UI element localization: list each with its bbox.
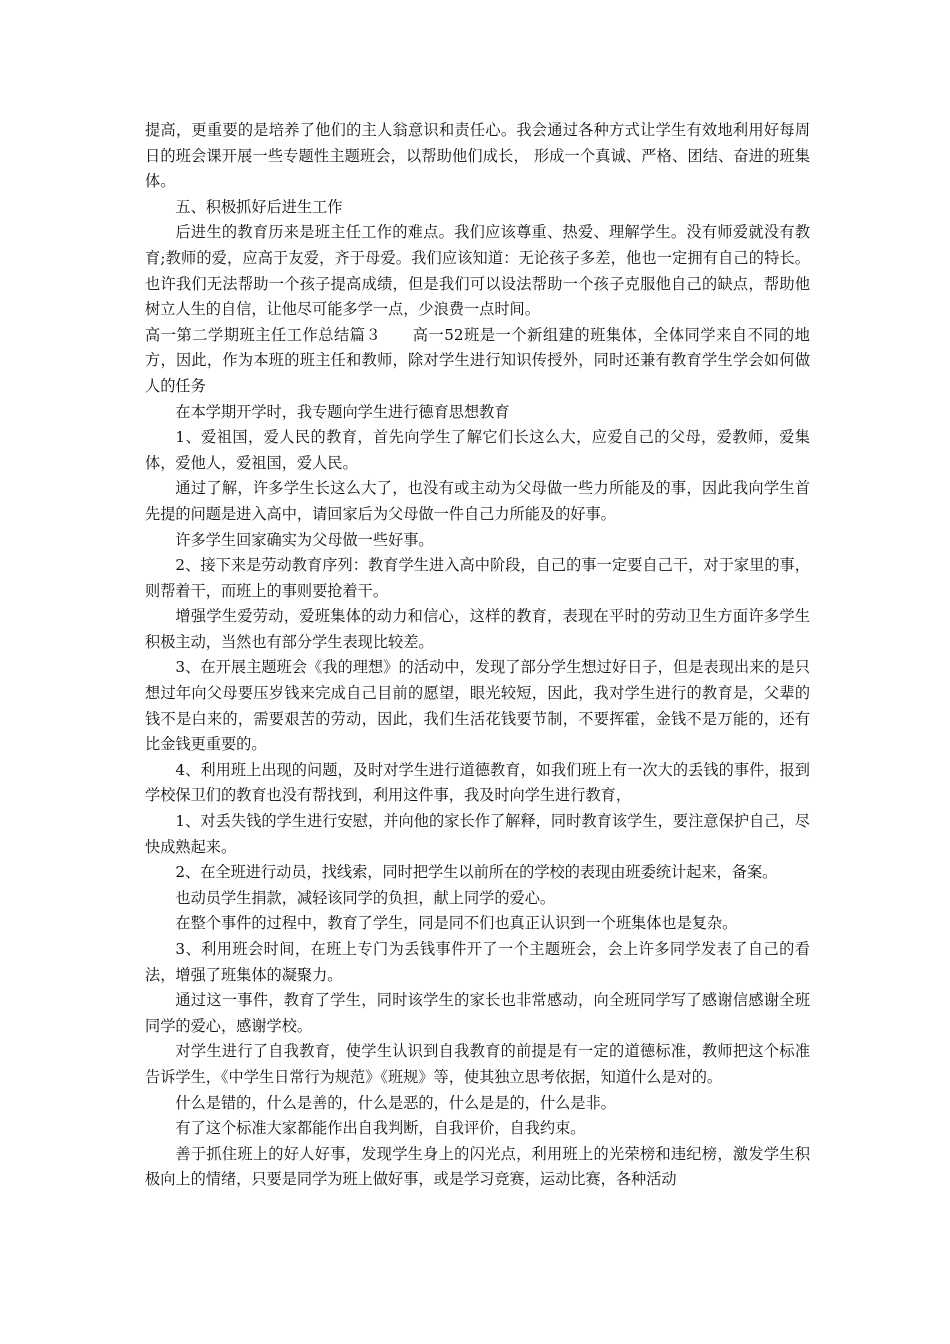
section-heading: 五、积极抓好后进生工作 [175,197,343,216]
paragraph: 2、在全班进行动员，找线索，同时把学生以前所在的学校的表现由班委统计起来，备案。 [175,863,778,882]
paragraph: 2、接下来是劳动教育序列：教育学生进入高中阶段，自己的事一定要自己干，对于家里的事，则帮着干，而班上的事则要抢着干。 [145,556,810,600]
paragraph: 3、利用班会时间，在班上专门为丢钱事件开了一个主题班会，会上许多同学发表了自己的看法，增强了班集体的凝聚力。 [145,940,810,984]
paragraph: 也动员学生捐款，减轻该同学的负担，献上同学的爱心。 [175,888,556,907]
article-title-paragraph: 高一第二学期班主任工作总结篇３ 高一52班是一个新组建的班集体，全体同学来自不同的地方，因此，作为本班的班主任和教师，除对学生进行知识传授外，同时还兼有教育学生学会如何做人的任务 [145,325,810,395]
paragraph: 善于抓住班上的好人好事，发现学生身上的闪光点，利用班上的光荣榜和违纪榜，激发学生积极向上的情绪，只要是同学为班上做好事，或是学习竞赛，运动比赛，各种活动 [145,1144,810,1189]
paragraph: 对学生进行了自我教育，使学生认识到自我教育的前提是有一定的道德标准，教师把这个标准告诉学生，《中学生日常行为规范》《班规》等，使其独立思考依据，知道什么是对的。 [145,1042,810,1086]
paragraph: 什么是错的，什么是善的，什么是恶的，什么是是的，什么是非。 [175,1093,616,1112]
paragraph: 1、对丢失钱的学生进行安慰，并向他的家长作了解释，同时教育该学生，要注意保护自己，尽快成熟起来。 [145,812,810,856]
paragraph: 4、利用班上出现的问题，及时对学生进行道德教育，如我们班上有一次大的丢钱的事件，报到学校保卫们的教育也没有帮找到，利用这件事，我及时向学生进行教育， [145,760,810,805]
paragraph: 提高，更重要的是培养了他们的主人翁意识和责任心。我会通过各种方式让学生有效地利用好每周日的班会课开展一些专题性主题班会，以帮助他们成长， 形成一个真诚、严格、团结、奋进的班集体。 [145,121,810,191]
document-body [145,118,810,1193]
paragraph: 3、在开展主题班会《我的理想》的活动中，发现了部分学生想过好日子，但是表现出来的是只想过年向父母要压岁钱来完成自己目前的愿望，眼光较短，因此，我对学生进行的教育是，父辈的钱不是白来的，需要艰苦的劳动，因此，我们生活花钱要节制，不要挥霍，金钱不是万能的，还有比金钱更重要的。 [145,658,810,754]
paragraph: 许多学生回家确实为父母做一些好事。 [175,530,434,549]
paragraph: 增强学生爱劳动，爱班集体的动力和信心，这样的教育，表现在平时的劳动卫生方面许多学生积极主动，当然也有部分学生表现比较差。 [145,607,810,651]
paragraph: 通过这一事件，教育了学生，同时该学生的家长也非常感动，向全班同学写了感谢信感谢全班同学的爱心，感谢学校。 [145,991,810,1035]
paragraph: 1、爱祖国，爱人民的教育，首先向学生了解它们长这么大，应爱自己的父母，爱教师，爱集体，爱他人，爱祖国，爱人民。 [145,428,810,472]
paragraph: 在本学期开学时，我专题向学生进行德育思想教育 [175,402,510,421]
paragraph: 在整个事件的过程中，教育了学生，同是同不们也真正认识到一个班集体也是复杂。 [175,914,738,933]
paragraph: 后进生的教育历来是班主任工作的难点。我们应该尊重、热爱、理解学生。没有师爱就没有教育;教师的爱，应高于友爱，齐于母爱。我们应该知道：无论孩子多差，他也一定拥有自己的特长。也许我们无法帮助一个孩子提高成绩，但是我们可以设法帮助一个孩子克服他自己的缺点，帮助他树立人生的自信，让他尽可能多学一点，少浪费一点时间。 [145,223,810,319]
paragraph: 通过了解，许多学生长这么大了，也没有或主动为父母做一些力所能及的事，因此我向学生首先提的问题是进入高中，请回家后为父母做一件自己力所能及的好事。 [145,479,810,523]
paragraph: 有了这个标准大家都能作出自我判断，自我评价，自我约束。 [175,1119,586,1138]
